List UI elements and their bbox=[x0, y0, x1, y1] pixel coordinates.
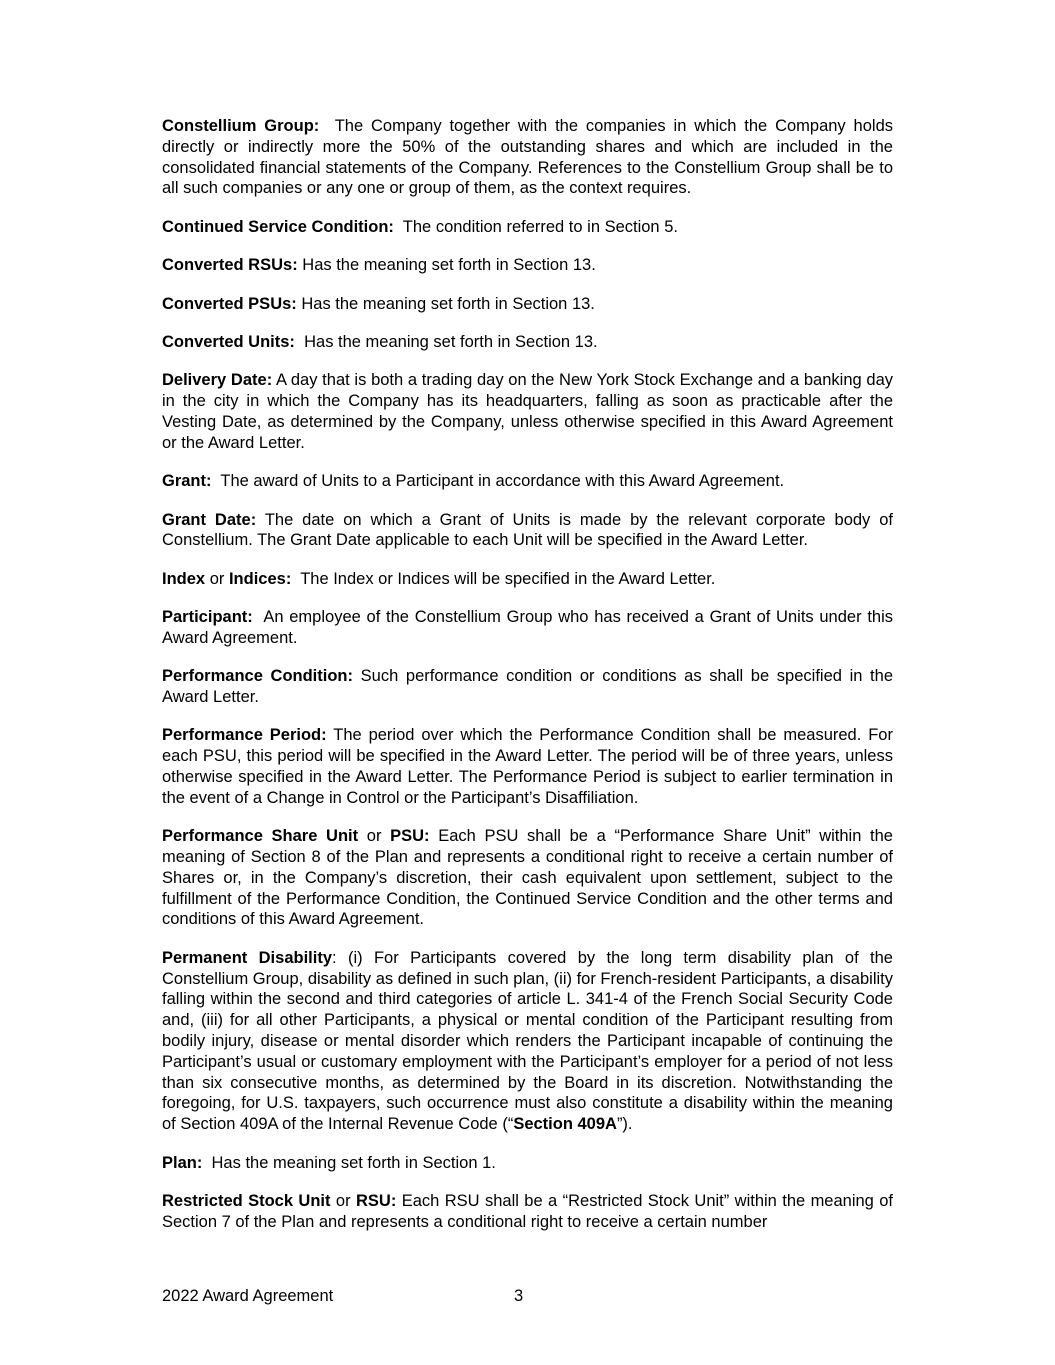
definition-term: Grant Date: bbox=[162, 510, 257, 529]
definition-connector: or bbox=[335, 1191, 351, 1210]
definition-plan bbox=[162, 1153, 893, 1174]
definition-text-end: ”). bbox=[616, 1115, 633, 1134]
definition-term: Converted PSUs: bbox=[162, 294, 297, 313]
definition-term: Restricted Stock Unit bbox=[162, 1191, 331, 1210]
definition-text: A day that is both a trading day on the New York Stock Exchange and a banking day in the city in which the Company has its headquarters, falling as soon as practicable after the Vesting Date, as determined by the Company, unless otherwise specified in this Award Agreement or the Award Letter. bbox=[162, 371, 893, 452]
definition-text: The condition referred to in Section 5. bbox=[402, 217, 678, 236]
definition-converted-units bbox=[162, 332, 893, 353]
definition-term: Constellium Group: bbox=[162, 117, 320, 135]
definition-grant bbox=[162, 471, 893, 492]
definition-term: Plan: bbox=[162, 1153, 203, 1172]
definition-term: Indices: bbox=[228, 569, 292, 588]
definition-inline-term: Section 409A bbox=[513, 1115, 617, 1134]
definition-text: The period over which the Performance Condition shall be measured. For each PSU, this period will be specified in the Award Letter. The period will be of three years, unless otherwise specified in the Award Letter. The Performance Period is subject to earlier termination in the event of a Change in Control or the Participant’s Disaffiliation. bbox=[162, 726, 893, 807]
definition-term: Performance Share Unit bbox=[162, 827, 359, 846]
definition-connector: or bbox=[366, 827, 382, 846]
definition-delivery-date bbox=[162, 370, 893, 453]
definition-text: Each PSU shall be a “Performance Share Unit” within the meaning of Section 8 of the Plan and represents a conditional right to receive a certain number of Shares or, in the Company’s discretion, their cash equivalent upon settlement, subject to the fulfillment of the Performance Condition, the Continued Service Condition and the other terms and conditions of this Award Agreement. bbox=[162, 827, 893, 929]
definition-converted-rsus bbox=[162, 255, 893, 276]
definition-grant-date bbox=[162, 510, 893, 552]
definition-term: Continued Service Condition: bbox=[162, 217, 394, 236]
definition-text: : (i) For Participants covered by the long term disability plan of the Constellium Group, disability as defined in such plan, (ii) for French-resident Participants, a disability falling within the second and third categories of article L. 341-4 of the French Social Security Code and, (iii) for all other Participants, a physical or mental condition of the Participant resulting from bodily injury, disease or mental disorder which renders the Participant incapable of continuing the Participant’s usual or customary employment with the Participant’s employer for a period of not less than six consecutive months, as determined by the Board in its discretion. Notwithstanding the foregoing, for U.S. taxpayers, such occurrence must also constitute a disability within the meaning of Section 409A of the Internal Revenue Code (“ bbox=[162, 948, 893, 1134]
definition-performance-period bbox=[162, 725, 893, 808]
definition-text: The date on which a Grant of Units is made by the relevant corporate body of Constellium. The Grant Date applicable to each Unit will be specified in the Award Letter. bbox=[162, 510, 893, 550]
definition-term: Grant: bbox=[162, 472, 212, 491]
document-body bbox=[162, 116, 893, 1233]
definition-text: Has the meaning set forth in Section 13. bbox=[301, 294, 595, 313]
definition-text: An employee of the Constellium Group who has received a Grant of Units under this Award Agreement. bbox=[162, 608, 893, 647]
definition-converted-psus bbox=[162, 294, 893, 315]
definition-participant bbox=[162, 607, 893, 649]
definition-text: Each RSU shall be a “Restricted Stock Unit” within the meaning of Section 7 of the Plan and represents a conditional right to receive a certain number bbox=[162, 1191, 894, 1231]
definition-continued-service-condition bbox=[162, 217, 893, 238]
footer-title: 2022 Award Agreement bbox=[162, 1287, 334, 1305]
definition-text: Such performance condition or conditions as shall be specified in the Award Letter. bbox=[162, 667, 893, 707]
definition-performance-share-unit bbox=[162, 826, 893, 930]
definition-term: Performance Period: bbox=[162, 726, 327, 745]
definition-constellium-group bbox=[162, 116, 893, 199]
definition-text: Has the meaning set forth in Section 13. bbox=[304, 332, 598, 351]
definition-index bbox=[162, 569, 893, 590]
definition-term: Converted Units: bbox=[162, 332, 295, 351]
definition-text: The Company together with the companies in which the Company holds directly or indirectly more the 50% of the outstanding shares and which are included in the consolidated financial statements of the Company. References to the Constellium Group shall be to all such companies or any one or group of them, as the context requires. bbox=[162, 117, 893, 198]
definition-restricted-stock-unit bbox=[162, 1191, 893, 1233]
definition-term: Performance Condition: bbox=[162, 667, 353, 686]
definition-text: The award of Units to a Participant in accordance with this Award Agreement. bbox=[220, 472, 785, 491]
definition-term: Delivery Date: bbox=[162, 371, 273, 390]
definition-performance-condition bbox=[162, 666, 893, 708]
definition-text: Has the meaning set forth in Section 1. bbox=[211, 1153, 496, 1172]
definition-term: PSU: bbox=[390, 827, 430, 846]
definition-term: Index bbox=[162, 569, 206, 588]
definition-term: RSU: bbox=[355, 1191, 397, 1210]
definition-term: Permanent Disability bbox=[162, 948, 332, 967]
definition-text: Has the meaning set forth in Section 13. bbox=[302, 256, 596, 275]
definition-term: Participant: bbox=[162, 608, 253, 627]
definition-term: Converted RSUs: bbox=[162, 256, 298, 275]
page-number: 3 bbox=[514, 1287, 524, 1305]
definition-text: The Index or Indices will be specified in the Award Letter. bbox=[300, 569, 716, 588]
definition-connector: or bbox=[209, 569, 225, 588]
definition-permanent-disability bbox=[162, 948, 893, 1135]
